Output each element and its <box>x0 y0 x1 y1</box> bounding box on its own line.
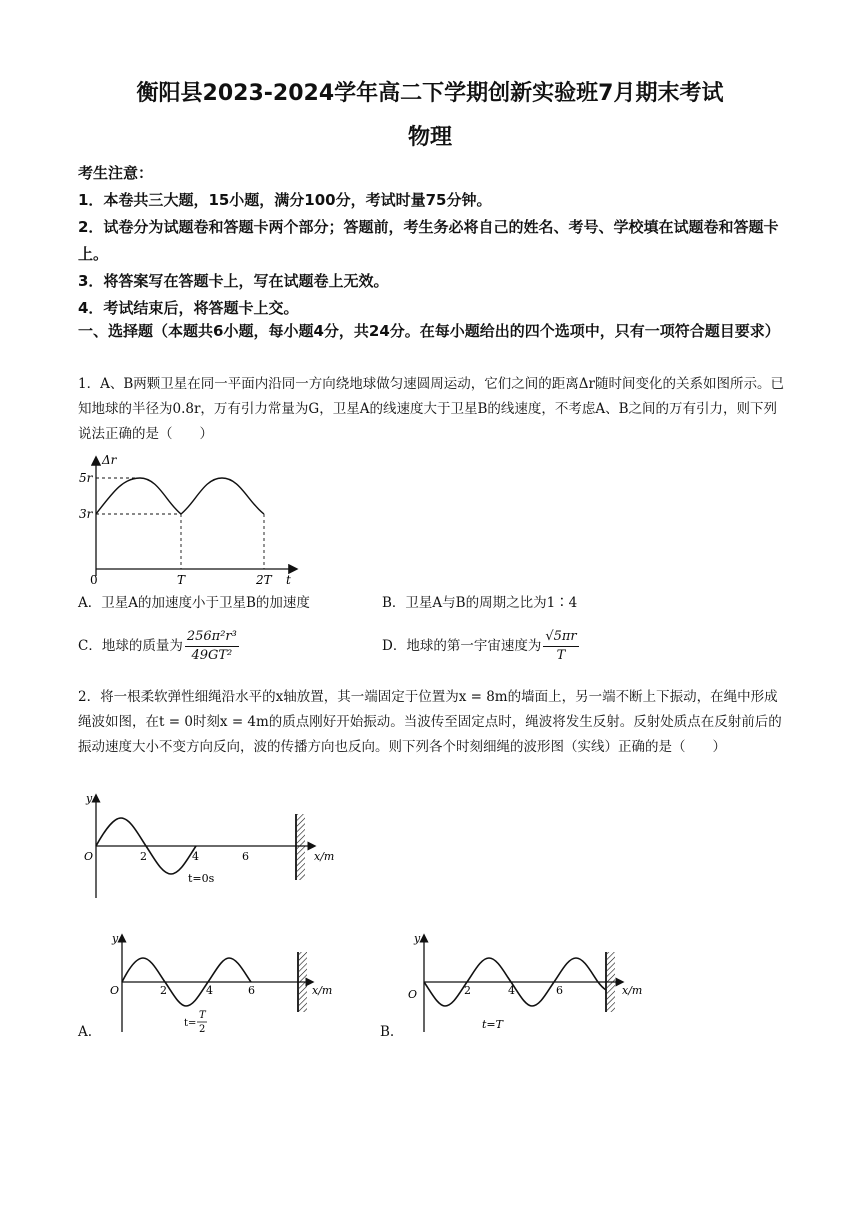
q1-option-d[interactable] <box>382 628 579 665</box>
q1-y-tick-5r: 5r <box>79 471 93 485</box>
q2-main-wave-graph <box>80 788 350 903</box>
candidate-notes <box>78 160 788 322</box>
notes-heading: 考生注意： <box>78 164 154 182</box>
fraction-denominator: T <box>556 648 566 663</box>
q1-option-c-prefix: C．地球的质量为 <box>78 638 183 654</box>
q1-option-d-prefix: D．地球的第一宇宙速度为 <box>382 638 542 654</box>
question-1-text: 1．A、B两颗卫星在同一平面内沿同一方向绕地球做匀速圆周运动，它们之间的距离Δr随时间变化的关系如图所示。已知地球的半径为0.8r，万有引力常量为G，卫星A的线速度大于卫星B的线速度，不考虑A、B之间的万有引力，则下列说法正确的是（ ） <box>78 376 784 442</box>
q2-main-time: t=0s <box>188 872 215 885</box>
q2-b-tick-4: 4 <box>508 984 515 997</box>
q2-a-tick-6: 6 <box>248 984 255 997</box>
q1-option-a[interactable]: A．卫星A的加速度小于卫星B的加速度 <box>78 595 310 611</box>
q2-a-origin: O <box>110 984 120 997</box>
subject-title: 物理 <box>407 125 452 150</box>
q1-y-axis-label: Δr <box>102 453 117 467</box>
note-item: 3．将答案写在答题卡上，写在试题卷上无效。 <box>78 272 389 290</box>
exam-title: 衡阳县2023-2024学年高二下学期创新实验班7月期末考试 <box>136 81 724 106</box>
question-1 <box>78 372 788 447</box>
q1-y-tick-3r: 3r <box>79 507 93 521</box>
q2-main-x-label: x/m <box>314 850 335 863</box>
q2-main-tick-6: 6 <box>242 850 249 863</box>
fraction-numerator: √5πr <box>543 628 578 647</box>
fraction-numerator: 256π²r³ <box>185 628 239 647</box>
q2-a-tick-4: 4 <box>206 984 213 997</box>
q1-distance-graph <box>78 452 308 587</box>
q1-option-c-fraction <box>185 628 239 665</box>
q2-a-time-den: 2 <box>199 1024 206 1035</box>
q2-a-time-num: T <box>199 1010 206 1021</box>
q1-x-tick-T: T <box>177 573 186 587</box>
q2-option-b-graph <box>404 930 664 1035</box>
q1-x-axis-label: t <box>286 573 291 587</box>
q2-option-a-graph <box>108 930 358 1035</box>
q2-b-origin: O <box>408 988 418 1001</box>
q2-main-y-label: y <box>86 792 93 805</box>
q1-origin: 0 <box>90 573 98 587</box>
q1-curve <box>96 478 264 514</box>
q2-b-y-label: y <box>414 932 421 945</box>
q1-option-c[interactable] <box>78 628 239 665</box>
q2-main-origin: O <box>84 850 94 863</box>
question-2-text: 2．将一根柔软弹性细绳沿水平的x轴放置，其一端固定于位置为x = 8m的墙面上，另一端不断上下振动，在绳中形成绳波如图，在t = 0时刻x = 4m的质点刚好开始振动。当波传至固定点时，绳波将发生反射。反射处质点在反射前后的振动速度大小不变方向反向，波的传播方向也反向。则下列各个时刻细绳的波形图（实线）正确的是（ ） <box>78 689 782 755</box>
q2-a-y-label: y <box>112 932 119 945</box>
q2-b-tick-2: 2 <box>464 984 471 997</box>
q2-main-tick-4: 4 <box>192 850 199 863</box>
question-2 <box>78 685 788 760</box>
q2-a-x-label: x/m <box>312 984 333 997</box>
note-item: 1．本卷共三大题，15小题，满分100分，考试时量75分钟。 <box>78 191 492 209</box>
q1-option-b[interactable]: B．卫星A与B的周期之比为1∶4 <box>382 595 578 611</box>
q2-a-tick-2: 2 <box>160 984 167 997</box>
section-heading: 一、选择题（本题共6小题，每小题4分，共24分。在每小题给出的四个选项中，只有一项符合题目要求） <box>78 322 780 340</box>
q2-option-b-label[interactable]: B. <box>380 1024 395 1040</box>
fraction-denominator: 49GT² <box>191 648 233 663</box>
q2-a-time-prefix: t= <box>184 1018 197 1029</box>
q1-x-tick-2T: 2T <box>256 573 272 587</box>
note-item: 4．考试结束后，将答题卡上交。 <box>78 299 299 317</box>
q2-b-x-label: x/m <box>622 984 643 997</box>
q2-b-time: t=T <box>482 1018 503 1031</box>
q2-b-tick-6: 6 <box>556 984 563 997</box>
q2-option-a-label[interactable]: A. <box>78 1024 93 1040</box>
q2-main-tick-2: 2 <box>140 850 147 863</box>
q1-option-d-fraction <box>543 628 578 665</box>
note-item: 2．试卷分为试题卷和答题卡两个部分；答题前，考生务必将自己的姓名、考号、学校填在试题卷和答题卡上。 <box>78 218 779 263</box>
